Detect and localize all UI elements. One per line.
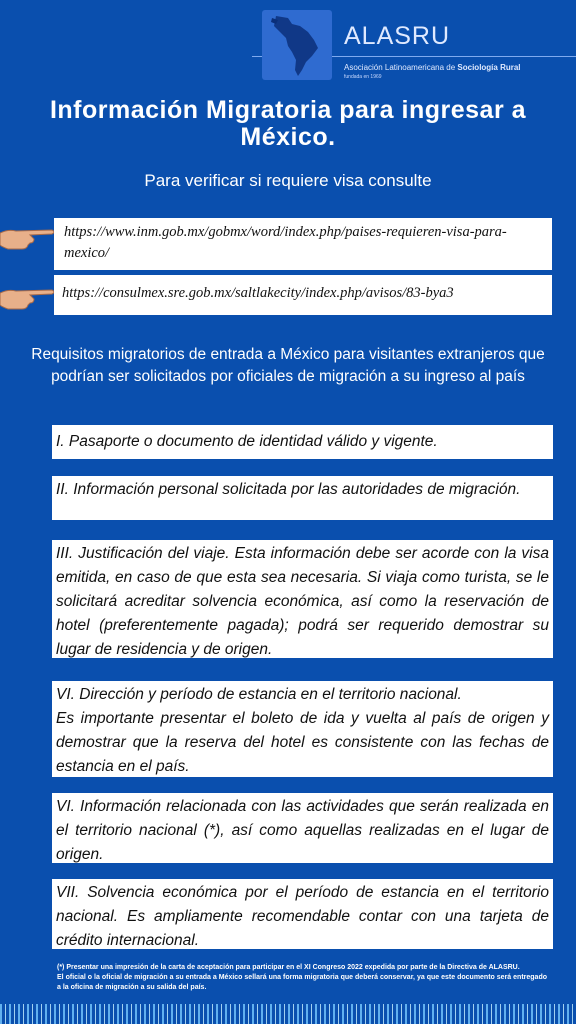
requirement-item: [52, 681, 553, 777]
requirement-item: III. Justificación del viaje. Esta información debe ser acorde con la visa emitida, en caso de que esta sea necesaria. Si viaja como turista, se le solicitará acreditar solvencia económica, así como la reservación de hotel (preferentemente pagada); podrá ser requerido demostrar su lugar de residencia y de origen.: [52, 540, 553, 658]
pointing-hand-icon: [0, 223, 56, 253]
footnotes: [57, 963, 547, 993]
org-name: ALASRU: [344, 22, 451, 50]
footnote-item: (*) Presentar una impresión de la carta de aceptación para participar en el XI Congreso 2022 expedida por parte de la Directiva de ALASRU.: [57, 964, 520, 971]
requirements-intro: Requisitos migratorios de entrada a México para visitantes extranjeros que podrían ser solicitados por oficiales de migración a su ingreso al país: [31, 346, 545, 385]
requirement-item: II. Información personal solicitada por las autoridades de migración.: [52, 476, 553, 520]
decorative-pattern-strip: [0, 1004, 576, 1024]
org-founded: fundada en 1969: [344, 74, 382, 80]
page-subtitle: Para verificar si requiere visa consulte: [144, 171, 432, 190]
requirement-item: VI. Información relacionada con las actividades que serán realizada en el territorio nacional (*), así como aquellas realizadas en el lugar de origen.: [52, 793, 553, 863]
requirement-heading: VI. Dirección y período de estancia en el territorio nacional.: [56, 686, 462, 703]
org-subtitle: Asociación Latinoamericana de Sociología Rural: [344, 63, 521, 72]
latin-america-map-icon: [262, 10, 332, 80]
footnote-item: El oficial o la oficial de migración a su entrada a México sellará una forma migratoria que deberá conservar, ya que este documento será entregado a la oficina de migración a su salida del país.: [57, 974, 547, 991]
pointing-hand-icon: [0, 283, 56, 313]
requirement-item: I. Pasaporte o documento de identidad válido y vigente.: [52, 425, 553, 459]
page-title: Información Migratoria para ingresar a México.: [49, 96, 527, 151]
consulmex-link[interactable]: https://consulmex.sre.gob.mx/saltlakecity/index.php/avisos/83-bya3: [54, 275, 552, 315]
inm-visa-link[interactable]: https://www.inm.gob.mx/gobmx/word/index.php/paises-requieren-visa-para-mexico/: [54, 218, 552, 270]
requirement-item: VII. Solvencia económica por el período de estancia en el territorio nacional. Es ampliamente recomendable contar con una tarjeta de crédito internacional.: [52, 879, 553, 949]
alasru-logo: [262, 8, 576, 82]
requirement-detail: Es importante presentar el boleto de ida y vuelta al país de origen y demostrar que la reserva del hotel es consistente con las fechas de estancia en el país.: [56, 710, 549, 775]
